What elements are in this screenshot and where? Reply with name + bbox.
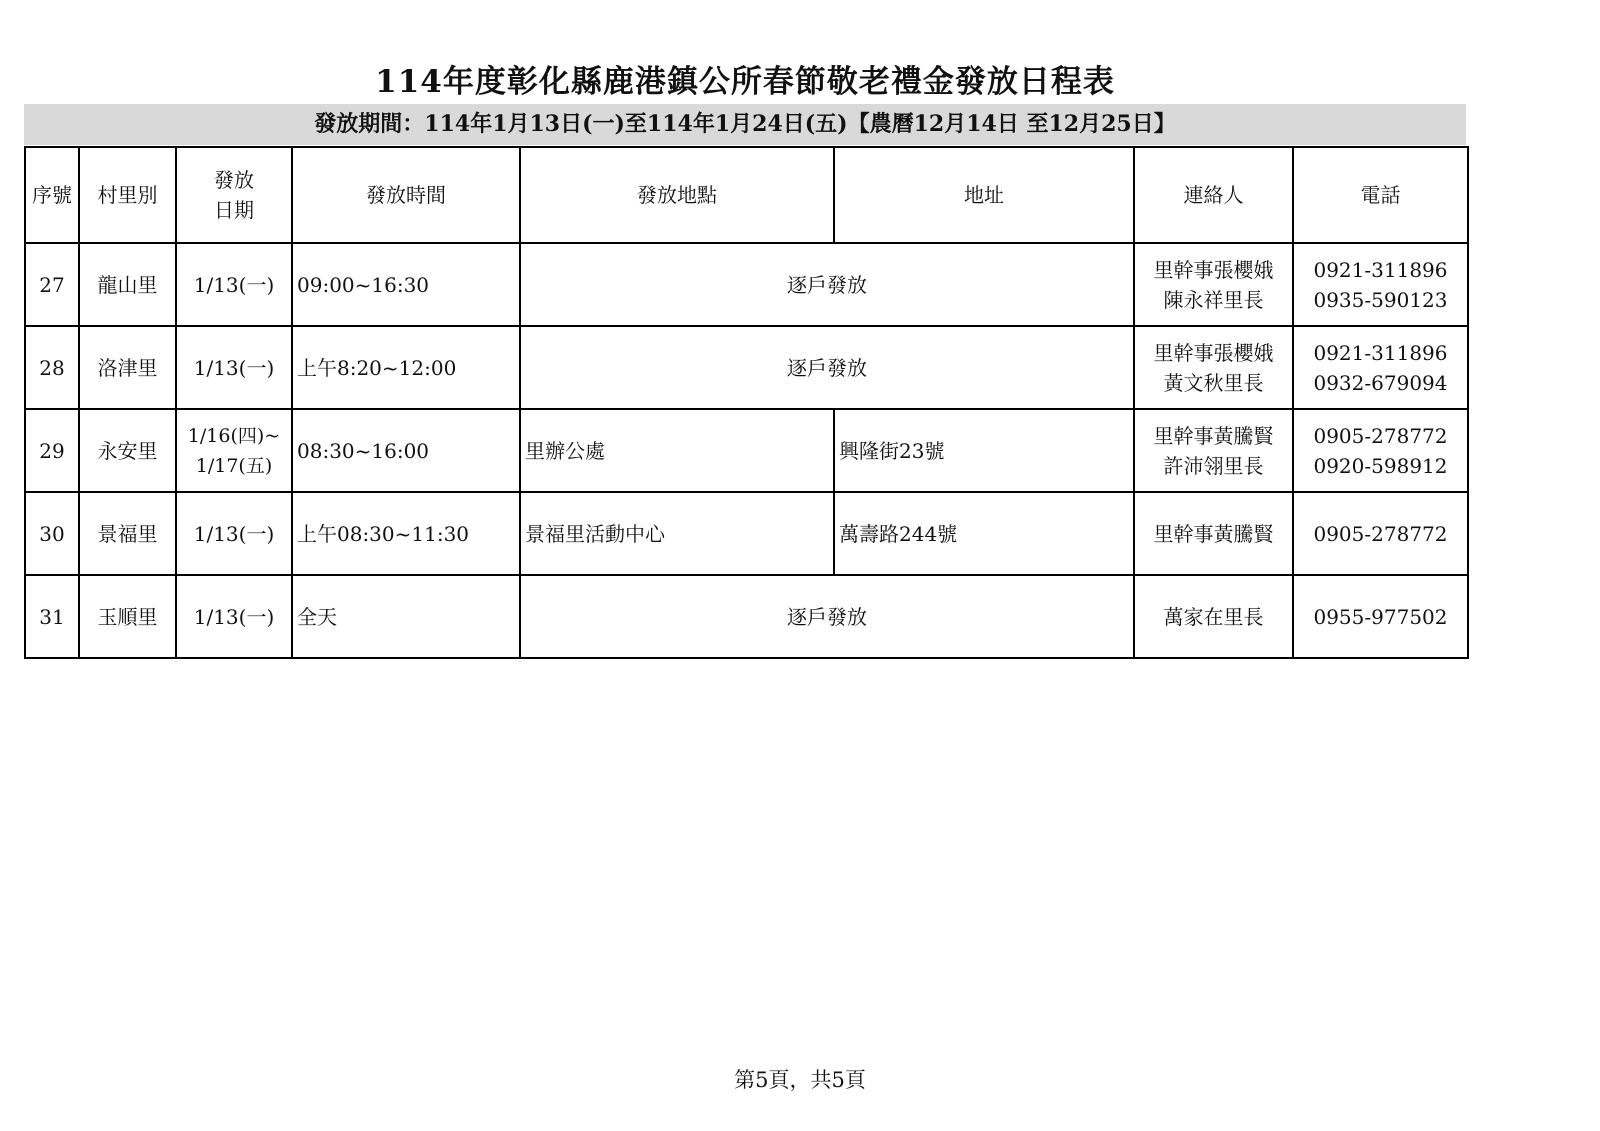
time-cell: 上午8:20~12:00 bbox=[292, 326, 520, 409]
header-location: 發放地點 bbox=[520, 147, 834, 243]
header-date-line2: 日期 bbox=[214, 198, 254, 222]
phone-line: 0905-278772 bbox=[1313, 423, 1448, 448]
contact-line: 黃文秋里長 bbox=[1163, 370, 1264, 395]
address-cell: 萬壽路244號 bbox=[834, 492, 1134, 575]
date-cell: 1/13(一) bbox=[176, 575, 292, 658]
phone-line: 0932-679094 bbox=[1313, 370, 1448, 395]
village-cell: 玉順里 bbox=[79, 575, 176, 658]
header-seq: 序號 bbox=[25, 147, 79, 243]
method-cell: 逐戶發放 bbox=[520, 575, 1134, 658]
header-village: 村里別 bbox=[79, 147, 176, 243]
table-row bbox=[25, 492, 1468, 575]
contact-cell bbox=[1134, 326, 1293, 409]
location-cell: 里辦公處 bbox=[520, 409, 834, 492]
time-cell: 09:00~16:30 bbox=[292, 243, 520, 326]
village-cell: 洛津里 bbox=[79, 326, 176, 409]
contact-line: 里幹事黃騰賢 bbox=[1153, 423, 1274, 448]
phone-cell: 0905-278772 bbox=[1293, 492, 1468, 575]
contact-line: 許沛翎里長 bbox=[1163, 453, 1264, 478]
schedule-table bbox=[24, 146, 1469, 659]
time-cell: 上午08:30~11:30 bbox=[292, 492, 520, 575]
phone-cell bbox=[1293, 243, 1468, 326]
date-cell: 1/13(一) bbox=[176, 243, 292, 326]
document-title: 114年度彰化縣鹿港鎮公所春節敬老禮金發放日程表 bbox=[375, 64, 1115, 100]
method-cell: 逐戶發放 bbox=[520, 326, 1134, 409]
contact-line: 陳永祥里長 bbox=[1163, 287, 1264, 312]
distribution-period: 發放期間：114年1月13日(一)至114年1月24日(五)【農曆12月14日 至12月25日】 bbox=[24, 104, 1466, 145]
date-cell: 1/13(一) bbox=[176, 492, 292, 575]
phone-line: 0920-598912 bbox=[1313, 453, 1448, 478]
method-cell: 逐戶發放 bbox=[520, 243, 1134, 326]
header-address: 地址 bbox=[834, 147, 1134, 243]
phone-cell: 0955-977502 bbox=[1293, 575, 1468, 658]
time-cell: 08:30~16:00 bbox=[292, 409, 520, 492]
seq-cell: 28 bbox=[25, 326, 79, 409]
table-row bbox=[25, 409, 1468, 492]
contact-cell: 里幹事黃騰賢 bbox=[1134, 492, 1293, 575]
header-phone: 電話 bbox=[1293, 147, 1468, 243]
contact-cell bbox=[1134, 409, 1293, 492]
header-contact: 連絡人 bbox=[1134, 147, 1293, 243]
village-cell: 龍山里 bbox=[79, 243, 176, 326]
date-cell: 1/13(一) bbox=[176, 326, 292, 409]
seq-cell: 27 bbox=[25, 243, 79, 326]
address-cell: 興隆街23號 bbox=[834, 409, 1134, 492]
village-cell: 景福里 bbox=[79, 492, 176, 575]
contact-cell: 萬家在里長 bbox=[1134, 575, 1293, 658]
header-time: 發放時間 bbox=[292, 147, 520, 243]
time-cell: 全天 bbox=[292, 575, 520, 658]
header-date-line1: 發放 bbox=[214, 168, 254, 192]
table-row bbox=[25, 326, 1468, 409]
contact-line: 里幹事張櫻娥 bbox=[1153, 257, 1274, 282]
seq-cell: 31 bbox=[25, 575, 79, 658]
phone-cell bbox=[1293, 326, 1468, 409]
phone-line: 0935-590123 bbox=[1313, 287, 1448, 312]
date-line: 1/17(五) bbox=[195, 454, 273, 477]
village-cell: 永安里 bbox=[79, 409, 176, 492]
table-header-row bbox=[25, 147, 1468, 243]
header-date bbox=[176, 147, 292, 243]
date-cell bbox=[176, 409, 292, 492]
phone-line: 0921-311896 bbox=[1313, 257, 1448, 282]
phone-line: 0921-311896 bbox=[1313, 340, 1448, 365]
table-row bbox=[25, 575, 1468, 658]
location-cell: 景福里活動中心 bbox=[520, 492, 834, 575]
contact-line: 里幹事張櫻娥 bbox=[1153, 340, 1274, 365]
date-line: 1/16(四)~ bbox=[187, 424, 281, 447]
contact-cell bbox=[1134, 243, 1293, 326]
phone-cell bbox=[1293, 409, 1468, 492]
seq-cell: 30 bbox=[25, 492, 79, 575]
seq-cell: 29 bbox=[25, 409, 79, 492]
table-row bbox=[25, 243, 1468, 326]
page-number: 第5頁，共5頁 bbox=[734, 1068, 866, 1092]
